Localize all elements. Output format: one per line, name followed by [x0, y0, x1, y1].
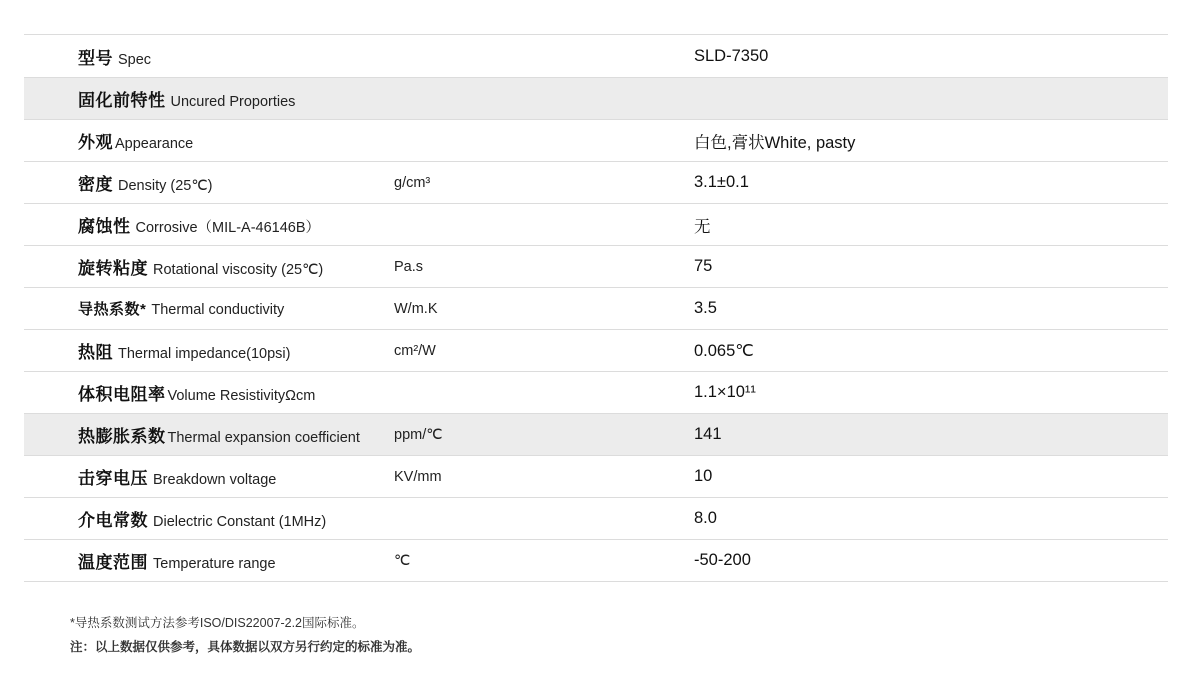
property-value-en: White, pasty [764, 133, 856, 152]
spec-table [24, 34, 1168, 582]
property-value: 0.065℃ [694, 341, 754, 360]
property-unit-cell [394, 174, 694, 192]
spec-value-cell [694, 47, 1168, 66]
property-value: 3.1±0.1 [694, 173, 749, 191]
table-row-spec [24, 34, 1168, 78]
property-name-en: Dielectric Constant (1MHz) [153, 514, 327, 530]
property-value-cell [694, 173, 1168, 192]
property-unit-cell [394, 342, 694, 360]
property-name-cn: 介电常数 [78, 511, 148, 530]
property-name-cell [24, 422, 394, 447]
property-name-cell [24, 506, 394, 531]
property-unit-cell [394, 468, 694, 486]
property-value-cell [694, 509, 1168, 528]
property-value: 3.5 [694, 299, 717, 317]
property-name-cell [24, 254, 394, 279]
property-name-en: Thermal conductivity [151, 302, 285, 318]
footnotes [70, 612, 870, 660]
property-name-cn: 热膨胀系数 [78, 427, 166, 446]
spec-name-cell [24, 44, 394, 69]
table-row [24, 162, 1168, 204]
property-unit: KV/mm [394, 468, 442, 485]
property-value: 75 [694, 257, 713, 275]
property-unit-cell [394, 426, 694, 444]
section-name-cn: 固化前特性 [78, 91, 166, 110]
property-value-cell [694, 341, 1168, 361]
property-value-cell [694, 467, 1168, 486]
spec-name-cn: 型号 [78, 48, 113, 68]
section-name-cell [24, 86, 394, 111]
table-row [24, 456, 1168, 498]
property-name-en: Rotational viscosity (25℃) [153, 262, 324, 278]
table-row [24, 120, 1168, 162]
property-value-cell [694, 551, 1168, 570]
property-name-cell [24, 128, 394, 153]
property-name-cell [24, 548, 394, 573]
property-name-cell [24, 380, 394, 405]
property-value-cell [694, 213, 1168, 237]
property-value-cell [694, 383, 1168, 402]
property-value-cell [694, 257, 1168, 276]
property-value: 无 [694, 217, 711, 236]
property-unit: ℃ [394, 552, 411, 569]
property-value-cell [694, 425, 1168, 444]
footnote-test-standard: *导热系数测试方法参考ISO/DIS22007-2.2国际标准。 [70, 616, 365, 630]
property-name-en: Thermal impedance(10psi) [118, 346, 291, 362]
table-row [24, 540, 1168, 582]
property-name-en: Thermal expansion coefficient [167, 430, 360, 446]
property-name-cn: 腐蚀性 [78, 217, 131, 236]
table-row [24, 288, 1168, 330]
spec-name-en: Spec [118, 51, 152, 68]
property-value: 白色,膏状 [694, 133, 765, 152]
property-name-cn: 外观 [78, 133, 113, 152]
property-unit: Pa.s [394, 258, 424, 275]
property-value: 1.1×10¹¹ [694, 383, 756, 401]
footnote-disclaimer: 注：以上数据仅供参考，具体数据以双方另行约定的标准为准。 [70, 639, 421, 654]
property-name-cn: 体积电阻率 [78, 385, 166, 404]
property-unit-cell [394, 300, 694, 318]
property-name-cell [24, 212, 394, 237]
table-row-section-header [24, 78, 1168, 120]
property-name-cell [24, 338, 394, 363]
property-value: 8.0 [694, 509, 717, 527]
property-name-en: Temperature range [153, 556, 276, 572]
table-row [24, 372, 1168, 414]
property-unit: g/cm³ [394, 174, 431, 191]
section-name-en: Uncured Proporties [170, 94, 296, 110]
table-row [24, 246, 1168, 288]
property-name-en: Density (25℃) [118, 178, 213, 194]
property-name-en: Breakdown voltage [153, 472, 277, 488]
property-name-en: Volume ResistivityΩcm [167, 388, 316, 404]
property-name-cell [24, 298, 394, 319]
property-unit: cm²/W [394, 342, 436, 359]
property-name-en: Corrosive（MIL-A-46146B） [135, 220, 321, 236]
property-name-cell [24, 170, 394, 195]
property-value: 141 [694, 425, 722, 443]
property-name-en: Appearance [115, 136, 194, 152]
property-value: -50-200 [694, 551, 751, 569]
spec-value: SLD-7350 [694, 46, 769, 65]
table-row [24, 330, 1168, 372]
table-row [24, 414, 1168, 456]
property-name-cn: 密度 [78, 175, 113, 194]
property-unit-cell [394, 552, 694, 570]
property-name-cn: 旋转粘度 [78, 259, 148, 278]
property-unit: ppm/℃ [394, 426, 443, 443]
property-value-cell [694, 299, 1168, 318]
property-value-cell [694, 129, 1168, 153]
table-row [24, 204, 1168, 246]
property-name-cn: 击穿电压 [78, 469, 148, 488]
property-name-cell [24, 464, 394, 489]
property-name-cn: 热阻 [78, 343, 113, 362]
property-name-cn: 导热系数* [78, 301, 147, 318]
property-value: 10 [694, 467, 713, 485]
table-row [24, 498, 1168, 540]
property-unit-cell [394, 258, 694, 276]
property-name-cn: 温度范围 [78, 553, 148, 572]
property-unit: W/m.K [394, 300, 438, 317]
